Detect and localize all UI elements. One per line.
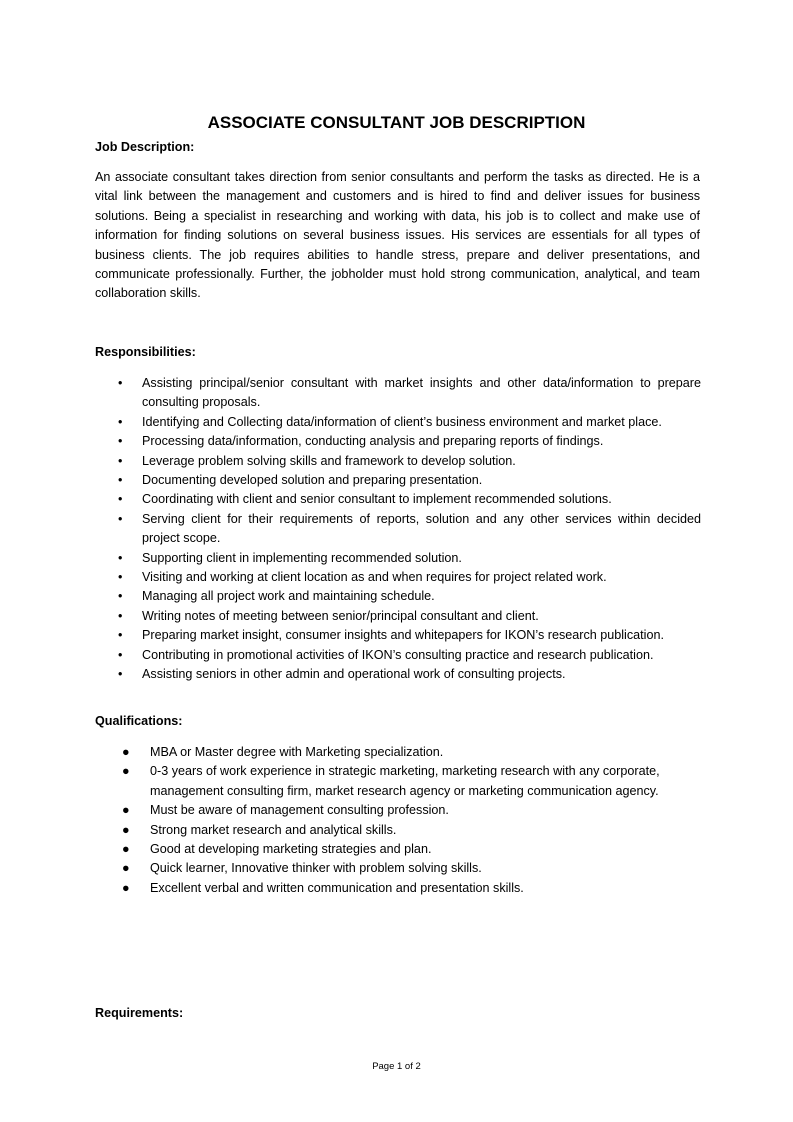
list-item: • Documenting developed solution and preparing presentation. — [142, 471, 701, 490]
bullet-icon: • — [118, 414, 123, 429]
list-item: • Coordinating with client and senior consultant to implement recommended solutions. — [142, 490, 701, 509]
job-description-paragraph: An associate consultant takes direction from senior consultants and perform the tasks as directed. He is a vital link between the management and customers and is hired to find and deliver issues for business solutions. Being a specialist in researching and working with data, his job is to collect and make use of information for finding solutions on several business issues. His services are essentials for all types of business clients. The job requires abilities to handle stress, prepare and deliver presentations, and communicate professionally. Further, the jobholder must hold strong communication, analytical, and team collaboration skills. — [95, 170, 700, 301]
list-item: • Contributing in promotional activities of IKON’s consulting practice and research publication. — [142, 646, 701, 665]
bullet-icon: ● — [122, 822, 130, 837]
list-item: ● MBA or Master degree with Marketing specialization. — [150, 743, 705, 762]
bullet-icon: • — [118, 376, 123, 390]
requirements-heading: Requirements: — [95, 1006, 184, 1020]
bullet-icon: ● — [122, 803, 130, 818]
bullet-icon: • — [118, 647, 123, 662]
list-item: • Preparing market insight, consumer insights and whitepapers for IKON’s research publication. — [142, 626, 701, 645]
bullet-icon: • — [118, 628, 123, 643]
list-item: ● 0-3 years of work experience in strategic marketing, marketing research with any corporate, management consulting firm, market research agency or marketing communication agency. — [122, 764, 660, 798]
list-item: ● Excellent verbal and written communication and presentation skills. — [150, 879, 705, 898]
bullet-icon: • — [118, 589, 123, 604]
bullet-icon: ● — [122, 861, 130, 876]
bullet-icon: • — [118, 434, 123, 449]
list-item: ● Must be aware of management consulting profession. — [150, 801, 705, 820]
document-title: ASSOCIATE CONSULTANT JOB DESCRIPTION — [207, 113, 586, 132]
list-item: • Assisting principal/senior consultant with market insights and other data/information to prepare consulting proposals. — [118, 376, 701, 410]
list-item: • Leverage problem solving skills and framework to develop solution. — [142, 452, 701, 471]
list-item: • Writing notes of meeting between senior/principal consultant and client. — [142, 607, 701, 626]
bullet-icon: • — [118, 511, 123, 526]
bullet-icon: • — [118, 453, 123, 468]
bullet-icon: ● — [122, 880, 130, 895]
job-description-heading: Job Description: — [95, 140, 195, 154]
list-item: ● Good at developing marketing strategies and plan. — [150, 840, 705, 859]
qualifications-list — [122, 743, 705, 898]
list-item: • Managing all project work and maintaining schedule. — [142, 587, 701, 606]
qualifications-heading: Qualifications: — [95, 714, 183, 728]
bullet-icon: • — [118, 550, 123, 565]
bullet-icon: • — [118, 667, 123, 682]
responsibilities-list — [118, 374, 701, 685]
bullet-icon: • — [118, 473, 123, 488]
bullet-icon: • — [118, 608, 123, 623]
page-number-footer: Page 1 of 2 — [372, 1061, 421, 1072]
bullet-icon: ● — [122, 764, 130, 779]
bullet-icon: • — [118, 570, 123, 585]
bullet-icon: ● — [122, 745, 130, 759]
bullet-icon: ● — [122, 842, 130, 857]
list-item: ● Strong market research and analytical skills. — [150, 821, 705, 840]
responsibilities-heading: Responsibilities: — [95, 345, 196, 359]
list-item: ● Quick learner, Innovative thinker with problem solving skills. — [150, 859, 705, 878]
list-item: • Processing data/information, conducting analysis and preparing reports of findings. — [142, 432, 701, 451]
bullet-icon: • — [118, 492, 123, 507]
list-item: • Assisting seniors in other admin and operational work of consulting projects. — [142, 665, 701, 684]
list-item: • Supporting client in implementing recommended solution. — [142, 549, 701, 568]
list-item: • Visiting and working at client location as and when requires for project related work. — [142, 568, 701, 587]
list-item: • Serving client for their requirements of reports, solution and any other services within decided project scope. — [118, 511, 701, 546]
list-item: • Identifying and Collecting data/information of client’s business environment and market place. — [142, 413, 701, 432]
